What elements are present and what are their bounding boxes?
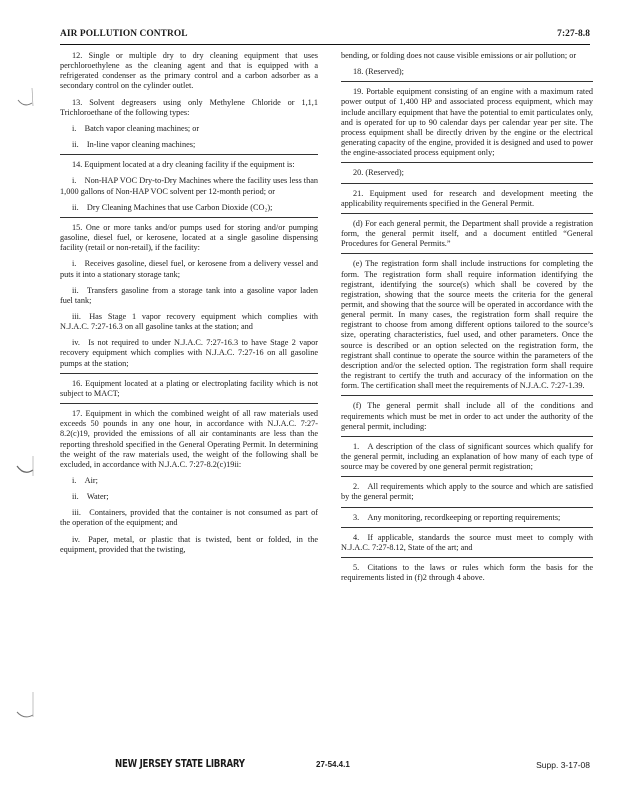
subsection-f: (f) The general permit shall include all of the conditions and requirements which must be met in order to act under the authority of the general permit, including: bbox=[341, 401, 593, 436]
paragraph-13-i: i. Batch vapor cleaning machines; or bbox=[72, 123, 200, 133]
paragraph-15-ii: ii. Transfers gasoline from a storage tank into a gasoline vapor laden fuel tank; bbox=[60, 285, 318, 305]
subsection-f-4: 4. If applicable, standards the source must meet to comply with N.J.A.C. 7:27-8.12, State of the art; and bbox=[341, 533, 593, 558]
binder-hole-mark-middle bbox=[14, 452, 36, 482]
subsection-d: (d) For each general permit, the Department shall provide a registration form, the general permit itself, and a document entitled “General Procedures for General Permits.” bbox=[341, 219, 593, 254]
library-stamp: NEW JERSEY STATE LIBRARY bbox=[115, 758, 245, 770]
paragraph-17-ii: ii. Water; bbox=[72, 492, 109, 502]
paragraph-14-i: i. Non-HAP VOC Dry-to-Dry Machines where the facility uses less than 1,000 gallons of Non-HAP VOC solvent per 12-month period; or bbox=[60, 176, 318, 196]
paragraph-17-iii: iii. Containers, provided that the container is not consumed as part of the operation of the equipment; and bbox=[60, 508, 318, 528]
subsection-e: (e) The registration form shall include instructions for completing the form. The registration form shall require information identifying the registrant, identifying the source(s) which shall be covered by the registration, showing that the source meets the criteria for the general permit, and showing that the source will be operated in accordance with the general permit. In many cases, the registration form shall require the registrant to choose from among different options tailored to the source’s size, operating characteristics, fuel used, and other parameters. Once the source is described or an option selected on the registration form, the registrant shall continue to operate the source within the parameters of the description and/or the selected option. The registration form shall require the registrant to certify the truth and accuracy of the information on the form. The certification shall meet the requirements of N.J.A.C. 7:27-1.39. bbox=[341, 259, 593, 396]
subsection-f-2: 2. All requirements which apply to the source and which are satisfied by the general permit; bbox=[341, 482, 593, 507]
paragraph-13-ii: ii. In-line vapor cleaning machines; bbox=[60, 140, 318, 155]
subsection-f-1: 1. A description of the class of significant sources which qualify for the general permit, including an explanation of how many of each type of source may be covered by one general permit registration; bbox=[341, 442, 593, 477]
supplement-date: Supp. 3-17-08 bbox=[536, 760, 590, 770]
paragraph-14-ii: ii. Dry Cleaning Machines that use Carbon Dioxide (CO₂); bbox=[60, 203, 318, 218]
paragraph-17-i: i. Air; bbox=[72, 476, 98, 485]
running-header bbox=[60, 29, 590, 45]
paragraph-20: 20. (Reserved); bbox=[341, 168, 593, 183]
paragraph-16: 16. Equipment located at a plating or electroplating facility which is not subject to MACT; bbox=[60, 379, 318, 404]
header-section-number: 7:27-8.8 bbox=[557, 29, 590, 39]
paragraph-15-iii: iii. Has Stage 1 vapor recovery equipment which complies with N.J.A.C. 7:27-16.3 on all gasoline tanks at the station; and bbox=[60, 311, 318, 332]
left-column bbox=[60, 51, 318, 561]
subsection-f-3: 3. Any monitoring, recordkeeping or reporting requirements; bbox=[341, 513, 593, 528]
paragraph-21: 21. Equipment used for research and development meeting the applicability requirements specified in the General Permit. bbox=[341, 189, 593, 214]
paragraph-18: 18. (Reserved); bbox=[341, 67, 593, 82]
paragraph-17-iv: iv. Paper, metal, or plastic that is twisted, bent or folded, in the equipment, provided that the twisting, bbox=[60, 534, 318, 554]
header-title: AIR POLLUTION CONTROL bbox=[60, 29, 188, 39]
paragraph-13: 13. Solvent degreasers using only Methylene Chloride or 1,1,1 Trichloroethane of the following types: bbox=[60, 97, 318, 117]
paragraph-17-iv-continued: bending, or folding does not cause visible emissions or air pollution; or bbox=[341, 51, 577, 60]
right-column bbox=[341, 51, 593, 589]
paragraph-19: 19. Portable equipment consisting of an engine with a maximum rated power output of 1,400 HP and associated process equipment, which may include ancillary equipment that have the potential to emit particulates only, and is operated for up to 90 calendar days per calendar year per site. The process equipment shall be directly driven by the engine or the electrical generating capacity of the engine, provided it is designed and used to power the engine-associated process equipment only; bbox=[341, 87, 593, 163]
paragraph-12: 12. Single or multiple dry to dry cleaning equipment that uses perchloroethylene as the cleaning agent and that is equipped with a refrigerated condenser as the primary control and a carbon adsorber as a secondary control on the cylinder outlet. bbox=[60, 51, 318, 91]
subsection-f-5: 5. Citations to the laws or rules which form the basis for the requirements listed in (f)2 through 4 above. bbox=[341, 563, 593, 583]
binder-hole-mark-bottom bbox=[14, 690, 36, 720]
binder-hole-mark-top bbox=[14, 82, 36, 112]
paragraph-14: 14. Equipment located at a dry cleaning facility if the equipment is: bbox=[72, 160, 295, 170]
paragraph-15-i: i. Receives gasoline, diesel fuel, or kerosene from a delivery vessel and puts it into a stationary storage tank; bbox=[60, 259, 318, 279]
page-number: 27-54.4.1 bbox=[316, 760, 350, 769]
paragraph-15: 15. One or more tanks and/or pumps used for storing and/or pumping gasoline, diesel fuel, or kerosene, located at a single gasoline dispensing facility (retail or non-retail), if the facility: bbox=[60, 222, 318, 253]
page-footer bbox=[60, 758, 590, 778]
paragraph-15-iv: iv. Is not required to under N.J.A.C. 7:27-16.3 to have Stage 2 vapor recovery equipment which complies with N.J.A.C. 7:27-16 on all gasoline pumps at the station; bbox=[60, 338, 318, 373]
paragraph-17: 17. Equipment in which the combined weight of all raw materials used exceeds 50 pounds in any one hour, in accordance with N.J.A.C. 7:27-8.2(c)19, provided the emissions of all air contaminants are less than the reporting threshold specified in the General Operating Permit. In determining the weight of the raw materials used, the weight of the following shall be excluded, in accordance with N.J.A.C. 7:27-8.2(c)19ii: bbox=[60, 409, 318, 469]
